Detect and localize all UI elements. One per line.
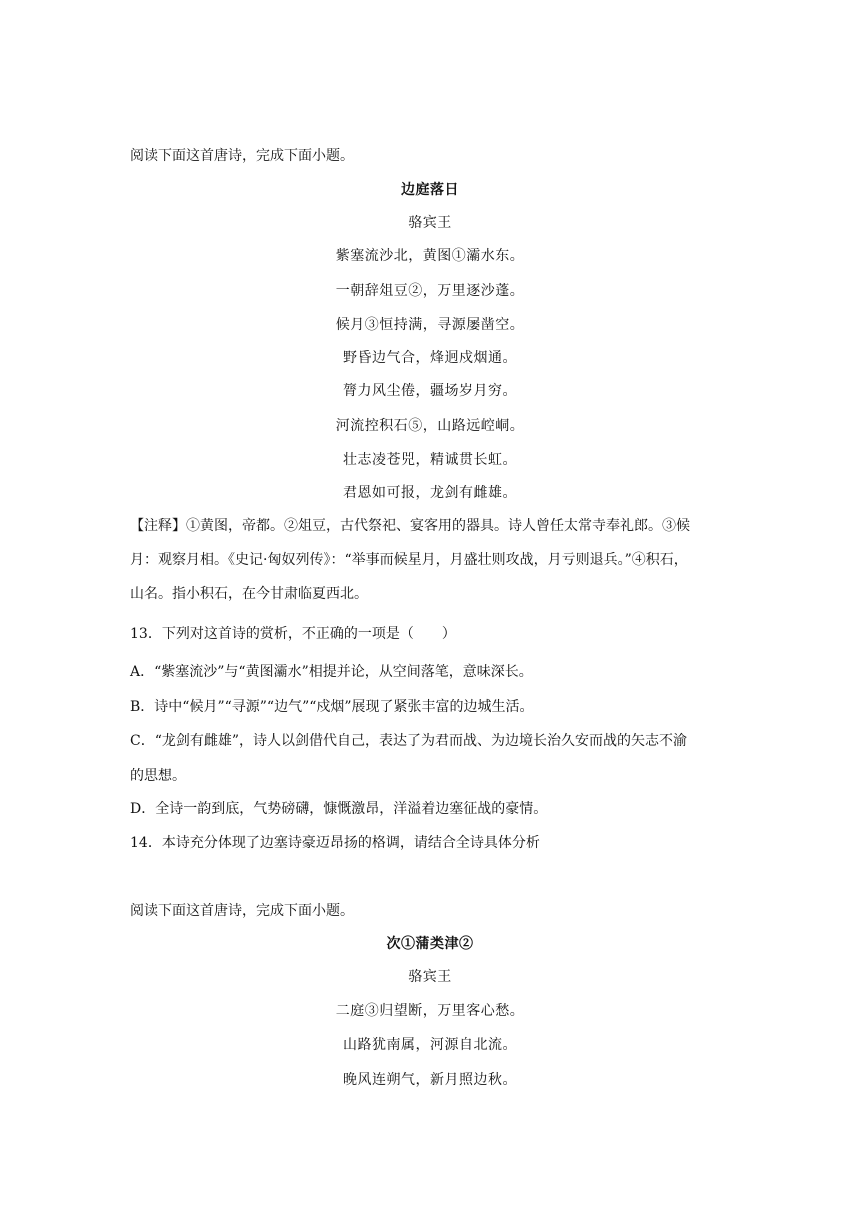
- section1-intro: 阅读下面这首唐诗，完成下面小题。: [130, 148, 354, 164]
- poem1-line: 候月③恒持满，寻源屡凿空。: [335, 317, 525, 333]
- option-b: B．诗中“候月”“寻源”“边气”“戍烟”展现了紧张丰富的边城生活。: [130, 699, 534, 715]
- poem2-line: 晚风连朔气，新月照边秋。: [343, 1072, 517, 1088]
- notes-line: 【注释】①黄图，帝都。②俎豆，古代祭祀、宴客用的器具。诗人曾任太常寺奉礼郎。③候: [130, 518, 690, 534]
- poem1-line: 膂力风尘倦，疆场岁月穷。: [343, 383, 517, 399]
- question-14: 14．本诗充分体现了边塞诗豪迈昂扬的格调，请结合全诗具体分析: [130, 835, 540, 851]
- option-c: C．“龙剑有雌雄”，诗人以剑借代自己，表达了为君而战、为边境长治久安而战的矢志不渝: [130, 733, 688, 749]
- poem2-author: 骆宾王: [408, 969, 452, 985]
- poem2-title: 次①蒲类津②: [386, 936, 474, 952]
- option-a: A．“紫塞流沙”与“黄图灞水”相提并论，从空间落笔，意味深长。: [130, 664, 533, 680]
- option-c-continued: 的思想。: [130, 768, 186, 784]
- poem1-author: 骆宾王: [408, 215, 452, 231]
- question-13: 13．下列对这首诗的赏析，不正确的一项是（ ）: [130, 626, 456, 642]
- poem1-line: 一朝辞俎豆②，万里逐沙蓬。: [335, 283, 525, 299]
- option-d: D．全诗一韵到底，气势磅礴，慷慨激昂，洋溢着边塞征战的豪情。: [130, 801, 548, 817]
- notes-line: 月：观察月相。《史记·匈奴列传》：“举事而候星月，月盛壮则攻战，月亏则退兵。”④积石，: [130, 552, 688, 568]
- poem1-line: 野昏边气合，烽迥戍烟通。: [343, 350, 517, 366]
- poem2-line: 二庭③归望断，万里客心愁。: [335, 1003, 525, 1019]
- poem2-line: 山路犹南属，河源自北流。: [343, 1037, 517, 1053]
- poem1-line: 壮志凌苍兕，精诚贯长虹。: [343, 452, 517, 468]
- poem1-line: 君恩如可报，龙剑有雌雄。: [343, 485, 517, 501]
- notes-line: 山名。指小积石，在今甘肃临夏西北。: [130, 586, 368, 602]
- section2-intro: 阅读下面这首唐诗，完成下面小题。: [130, 903, 354, 919]
- poem1-line: 紫塞流沙北，黄图①灞水东。: [335, 248, 525, 264]
- poem1-title: 边庭落日: [401, 182, 459, 198]
- poem1-line: 河流控积石⑤，山路远崆峒。: [335, 418, 525, 434]
